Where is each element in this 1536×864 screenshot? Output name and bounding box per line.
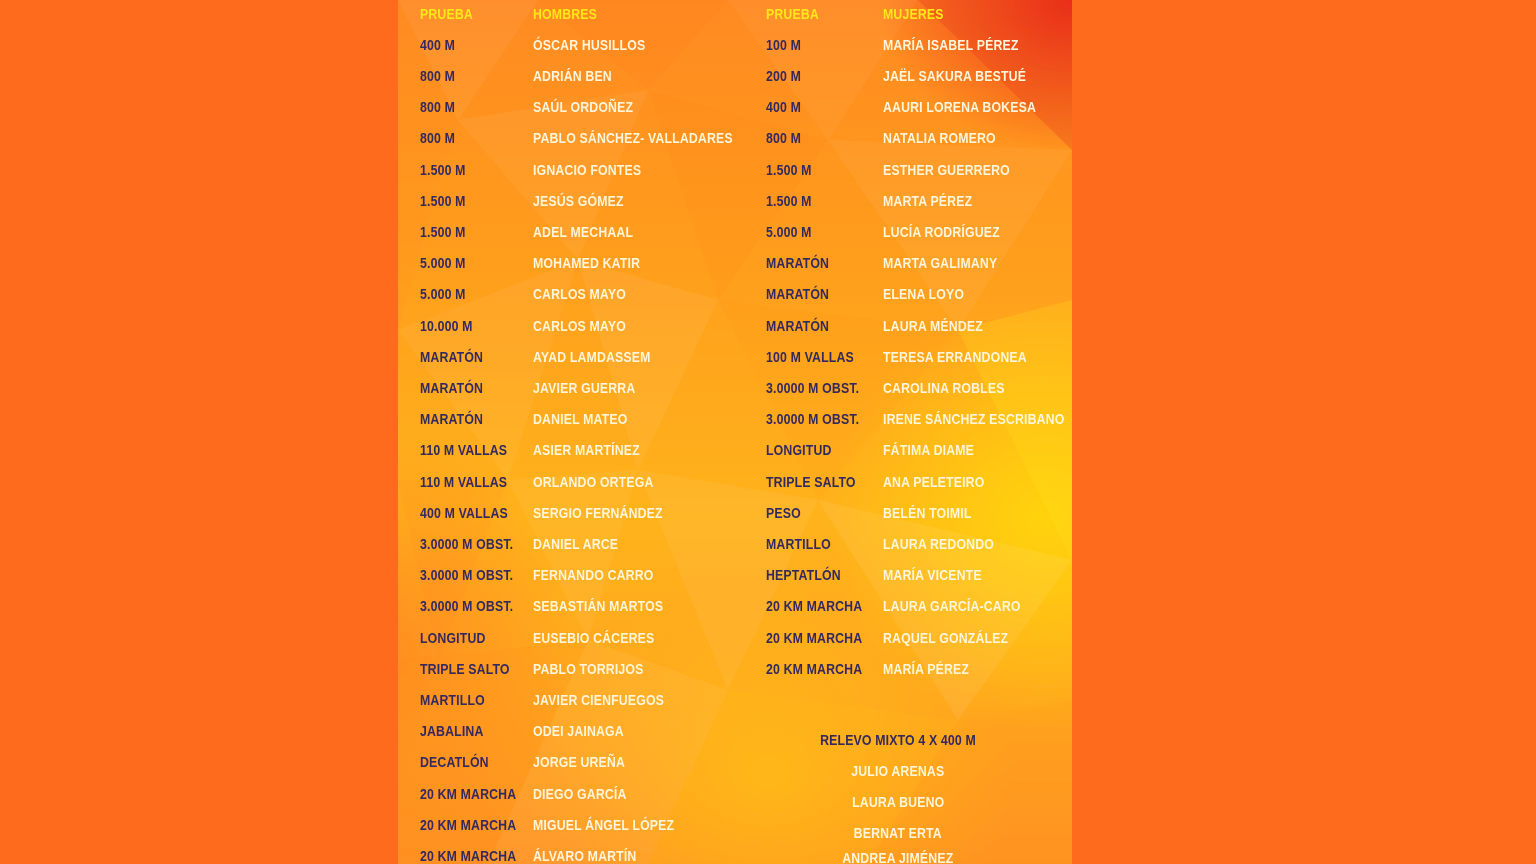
men-event: 400 M VALLAS bbox=[420, 504, 508, 522]
women-row bbox=[398, 317, 1072, 335]
women-row bbox=[398, 382, 1072, 396]
women-event: MARATÓN bbox=[766, 317, 830, 335]
men-athlete: JAVIER CIENFUEGOS bbox=[533, 692, 665, 709]
men-event: 110 M VALLAS bbox=[420, 442, 508, 460]
women-event: 800 M bbox=[766, 130, 802, 148]
men-event: 20 KM MARCHA bbox=[420, 816, 517, 834]
men-athlete: PABLO SÁNCHEZ- VALLADARES bbox=[533, 130, 733, 148]
women-event: 3.0000 M OBST. bbox=[766, 380, 860, 397]
women-athlete: LAURA REDONDO bbox=[883, 536, 995, 553]
women-header: MUJERES bbox=[883, 5, 944, 23]
men-event: 800 M bbox=[420, 68, 456, 85]
women-row bbox=[398, 504, 1072, 522]
men-event: LONGITUD bbox=[420, 629, 486, 647]
men-event: 3.0000 M OBST. bbox=[420, 598, 514, 616]
women-event: LONGITUD bbox=[766, 442, 832, 460]
women-athlete: LAURA GARCÍA-CARO bbox=[883, 598, 1021, 616]
women-event: PESO bbox=[766, 504, 801, 522]
women-event: 5.000 M bbox=[766, 224, 812, 241]
men-event: 3.0000 M OBST. bbox=[420, 536, 514, 553]
men-event: 5.000 M bbox=[420, 286, 466, 304]
women-athlete: MARTA PÉREZ bbox=[883, 192, 973, 210]
men-event: DECATLÓN bbox=[420, 754, 489, 772]
men-event: 5.000 M bbox=[420, 255, 466, 273]
relay-athlete: JULIO ARENAS bbox=[851, 763, 945, 780]
relay-athlete: LAURA BUENO bbox=[851, 794, 945, 811]
women-event: 200 M bbox=[766, 68, 802, 85]
women-event: 1.500 M bbox=[766, 192, 812, 210]
relay-athlete: BERNAT ERTA bbox=[853, 825, 943, 842]
relay-title-line bbox=[698, 732, 1072, 749]
women-row bbox=[398, 226, 1072, 240]
women-row bbox=[398, 161, 1072, 179]
women-event: 20 KM MARCHA bbox=[766, 629, 863, 647]
men-event: 10.000 M bbox=[420, 317, 473, 335]
men-event: 1.500 M bbox=[420, 192, 466, 210]
men-athlete: ADRIÁN BEN bbox=[533, 68, 612, 85]
men-event: JABALINA bbox=[420, 723, 484, 741]
women-row bbox=[398, 660, 1072, 678]
men-event-header: PRUEBA bbox=[420, 5, 473, 23]
women-row bbox=[398, 70, 1072, 84]
men-athlete: JESÚS GÓMEZ bbox=[533, 192, 624, 210]
men-event: 800 M bbox=[420, 130, 456, 148]
women-event: TRIPLE SALTO bbox=[766, 473, 856, 491]
men-athlete: FERNANDO CARRO bbox=[533, 567, 654, 585]
women-row bbox=[398, 36, 1072, 54]
men-athlete: EUSEBIO CÁCERES bbox=[533, 629, 655, 647]
men-event: MARATÓN bbox=[420, 348, 484, 366]
women-event: 20 KM MARCHA bbox=[766, 598, 863, 616]
women-row bbox=[398, 538, 1072, 552]
women-row bbox=[398, 569, 1072, 583]
women-event: MARATÓN bbox=[766, 286, 830, 304]
women-event: 100 M VALLAS bbox=[766, 348, 854, 366]
men-athlete: SEBASTIÁN MARTOS bbox=[533, 598, 664, 616]
relay-athlete-line bbox=[698, 794, 1072, 811]
men-event: 20 KM MARCHA bbox=[420, 785, 517, 803]
men-event: 1.500 M bbox=[420, 224, 466, 241]
men-athlete: PABLO TORRIJOS bbox=[533, 660, 644, 678]
women-event-header: PRUEBA bbox=[766, 5, 819, 23]
women-row bbox=[398, 413, 1072, 427]
women-athlete: ELENA LOYO bbox=[883, 286, 965, 304]
men-athlete: SERGIO FERNÁNDEZ bbox=[533, 504, 663, 522]
women-athlete: ANA PELETEIRO bbox=[883, 473, 985, 491]
men-event: 400 M bbox=[420, 36, 456, 54]
women-event: 1.500 M bbox=[766, 161, 812, 179]
men-athlete: DANIEL ARCE bbox=[533, 536, 619, 553]
men-athlete: ASIER MARTÍNEZ bbox=[533, 442, 640, 460]
men-event: 110 M VALLAS bbox=[420, 473, 508, 491]
women-row bbox=[398, 192, 1072, 210]
men-row bbox=[398, 694, 1072, 708]
women-athlete: LAURA MÉNDEZ bbox=[883, 317, 983, 335]
women-athlete: TERESA ERRANDONEA bbox=[883, 348, 1027, 366]
women-row bbox=[398, 101, 1072, 115]
women-row bbox=[398, 257, 1072, 271]
men-athlete: DANIEL MATEO bbox=[533, 411, 628, 429]
women-event: HEPTATLÓN bbox=[766, 567, 841, 585]
men-event: 1.500 M bbox=[420, 161, 466, 179]
men-athlete: JORGE UREÑA bbox=[533, 754, 626, 772]
women-athlete: MARÍA VICENTE bbox=[883, 567, 982, 585]
women-row bbox=[398, 348, 1072, 366]
women-row bbox=[398, 288, 1072, 302]
relay-athlete-line bbox=[698, 825, 1072, 842]
men-athlete: ÓSCAR HUSILLOS bbox=[533, 36, 646, 54]
women-event: MARTILLO bbox=[766, 536, 831, 553]
women-row bbox=[398, 444, 1072, 458]
men-event: MARATÓN bbox=[420, 380, 484, 397]
women-event: 20 KM MARCHA bbox=[766, 660, 863, 678]
women-athlete: AAURI LORENA BOKESA bbox=[883, 99, 1037, 117]
women-athlete: NATALIA ROMERO bbox=[883, 130, 996, 148]
men-athlete: MIGUEL ÁNGEL LÓPEZ bbox=[533, 816, 675, 834]
men-athlete: SAÚL ORDOÑEZ bbox=[533, 99, 634, 117]
men-athlete: CARLOS MAYO bbox=[533, 317, 626, 335]
women-row bbox=[398, 473, 1072, 491]
women-athlete: RAQUEL GONZÁLEZ bbox=[883, 629, 1009, 647]
women-event: MARATÓN bbox=[766, 255, 830, 273]
men-event: 3.0000 M OBST. bbox=[420, 567, 514, 585]
men-athlete: ADEL MECHAAL bbox=[533, 224, 634, 241]
women-row bbox=[398, 629, 1072, 647]
men-event: MARATÓN bbox=[420, 411, 484, 429]
relay-athlete-line bbox=[698, 763, 1072, 780]
relay-athlete-line bbox=[698, 850, 1072, 864]
men-event: 20 KM MARCHA bbox=[420, 848, 517, 864]
women-athlete: IRENE SÁNCHEZ ESCRIBANO bbox=[883, 411, 1065, 429]
women-athlete: JAËL SAKURA BESTUÉ bbox=[883, 68, 1027, 85]
relay-athlete: ANDREA JIMÉNEZ bbox=[842, 850, 954, 864]
women-athlete: BELÉN TOIMIL bbox=[883, 504, 972, 522]
men-athlete: CARLOS MAYO bbox=[533, 286, 626, 304]
men-athlete: ORLANDO ORTEGA bbox=[533, 473, 654, 491]
women-athlete: MARTA GALIMANY bbox=[883, 255, 998, 273]
women-athlete: MARÍA PÉREZ bbox=[883, 660, 970, 678]
women-event: 100 M bbox=[766, 36, 802, 54]
men-athlete: MOHAMED KATIR bbox=[533, 255, 641, 273]
header-row bbox=[398, 5, 1072, 23]
roster-panel bbox=[398, 0, 1072, 864]
women-athlete: ESTHER GUERRERO bbox=[883, 161, 1010, 179]
women-row bbox=[398, 132, 1072, 146]
men-athlete: IGNACIO FONTES bbox=[533, 161, 642, 179]
women-row bbox=[398, 600, 1072, 614]
men-athlete: JAVIER GUERRA bbox=[533, 380, 636, 397]
relay-title: RELEVO MIXTO 4 X 400 M bbox=[820, 732, 976, 749]
women-event: 400 M bbox=[766, 99, 802, 117]
women-athlete: MARÍA ISABEL PÉREZ bbox=[883, 36, 1019, 54]
women-athlete: FÁTIMA DIAME bbox=[883, 442, 975, 460]
men-athlete: DIEGO GARCÍA bbox=[533, 785, 627, 803]
women-athlete: LUCÍA RODRÍGUEZ bbox=[883, 224, 1000, 241]
men-event: 800 M bbox=[420, 99, 456, 117]
women-athlete: CAROLINA ROBLES bbox=[883, 380, 1005, 397]
men-athlete: AYAD LAMDASSEM bbox=[533, 348, 651, 366]
men-event: MARTILLO bbox=[420, 692, 485, 709]
women-event: 3.0000 M OBST. bbox=[766, 411, 860, 429]
men-header: HOMBRES bbox=[533, 5, 598, 23]
men-athlete: ODEI JAINAGA bbox=[533, 723, 624, 741]
men-athlete: ÁLVARO MARTÍN bbox=[533, 848, 637, 864]
men-event: TRIPLE SALTO bbox=[420, 660, 510, 678]
